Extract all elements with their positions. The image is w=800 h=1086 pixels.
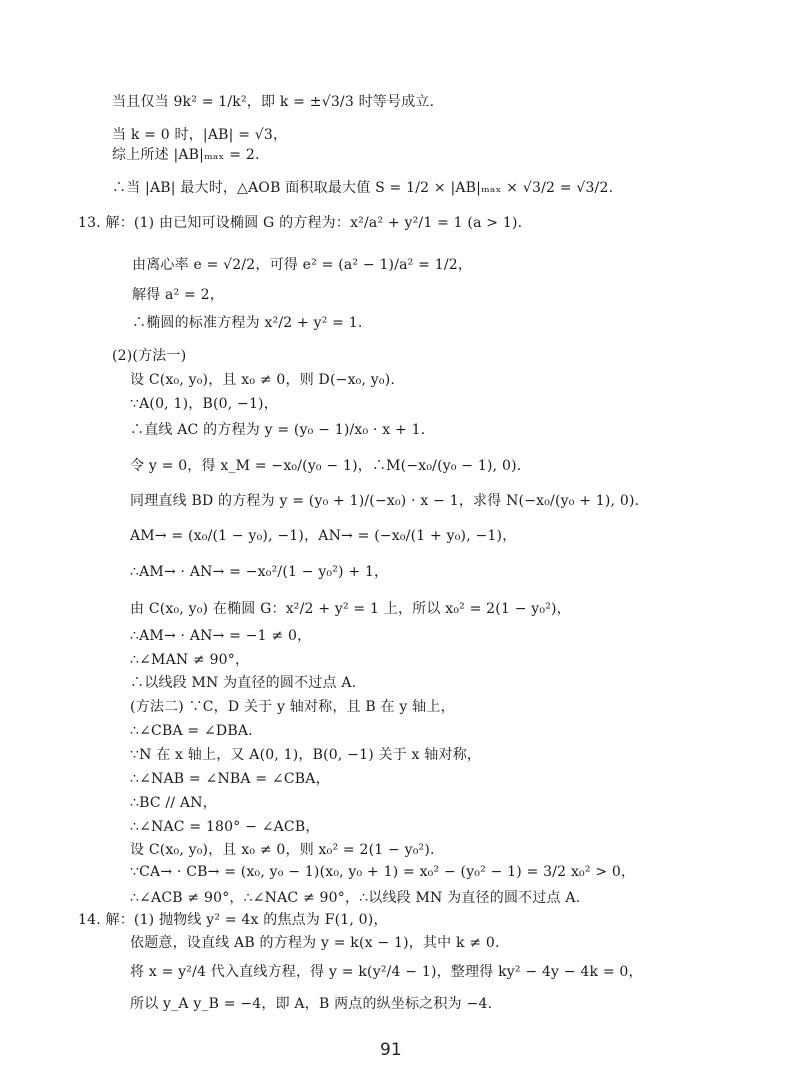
text-line: ∵CA→ · CB→ = (x₀, y₀ − 1)(x₀, y₀ + 1) = x₀² − (y₀² − 1) = 3/2 x₀² > 0，	[130, 864, 636, 880]
text-line: ∴当 |AB| 最大时，△AOB 面积取最大值 S = 1/2 × |AB|ₘₐₓ × √3/2 = √3/2.	[112, 180, 614, 196]
text-line: 13. 解：(1) 由已知可设椭圆 G 的方程为：x²/a² + y²/1 = 1 (a > 1).	[78, 215, 523, 231]
text-line: 设 C(x₀, y₀)，且 x₀ ≠ 0，则 x₀² = 2(1 − y₀²).	[130, 842, 435, 858]
text-line: ∴BC // AN，	[130, 795, 217, 811]
text-line: 所以 y_A y_B = −4，即 A，B 两点的纵坐标之积为 −4.	[130, 996, 493, 1012]
text-line: ∴∠ACB ≠ 90°，∴∠NAC ≠ 90°，∴以线段 MN 为直径的圆不过点 A.	[130, 890, 581, 906]
text-line: ∵A(0, 1)，B(0, −1)，	[130, 396, 278, 412]
text-line: (方法二) ∵C，D 关于 y 轴对称，且 B 在 y 轴上，	[130, 699, 455, 715]
text-line: ∴直线 AC 的方程为 y = (y₀ − 1)/x₀ · x + 1.	[130, 422, 426, 438]
text-line: 由 C(x₀, y₀) 在椭圆 G：x²/2 + y² = 1 上，所以 x₀² = 2(1 − y₀²)，	[130, 601, 571, 617]
text-line: ∴以线段 MN 为直径的圆不过点 A.	[130, 675, 357, 691]
text-line: ∴AM→ · AN→ = −1 ≠ 0，	[130, 628, 312, 644]
text-line: 同理直线 BD 的方程为 y = (y₀ + 1)/(−x₀) · x − 1，求得 N(−x₀/(y₀ + 1), 0).	[130, 493, 640, 509]
text-line: ∴∠CBA = ∠DBA.	[130, 723, 253, 739]
text-line: 综上所述 |AB|ₘₐₓ = 2.	[112, 147, 260, 163]
text-line: 解得 a² = 2，	[132, 287, 224, 303]
text-line: 14. 解：(1) 抛物线 y² = 4x 的焦点为 F(1, 0)，	[78, 912, 388, 928]
text-line: 将 x = y²/4 代入直线方程，得 y = k(y²/4 − 1)，整理得 ky² − 4y − 4k = 0，	[130, 964, 643, 980]
text-line: 设 C(x₀, y₀)，且 x₀ ≠ 0，则 D(−x₀, y₀).	[130, 372, 396, 388]
text-line: (2)(方法一)	[112, 348, 187, 364]
text-line: 当 k = 0 时，|AB| = √3，	[112, 127, 288, 143]
text-line: 依题意，设直线 AB 的方程为 y = k(x − 1)，其中 k ≠ 0.	[130, 935, 500, 951]
text-line: ∵N 在 x 轴上，又 A(0, 1)，B(0, −1) 关于 x 轴对称，	[130, 747, 482, 763]
text-line: 令 y = 0，得 x_M = −x₀/(y₀ − 1)，∴M(−x₀/(y₀ − 1), 0).	[130, 458, 522, 474]
text-line: ∴∠MAN ≠ 90°，	[130, 652, 250, 668]
text-line: ∴∠NAC = 180° − ∠ACB，	[130, 819, 320, 835]
page-number: 91	[380, 1040, 402, 1060]
text-line: 由离心率 e = √2/2，可得 e² = (a² − 1)/a² = 1/2，	[132, 257, 473, 273]
text-line: ∴AM→ · AN→ = −x₀²/(1 − y₀²) + 1，	[130, 564, 389, 580]
text-line: AM→ = (x₀/(1 − y₀), −1)，AN→ = (−x₀/(1 + y₀), −1)，	[130, 528, 517, 544]
text-line: ∴∠NAB = ∠NBA = ∠CBA，	[130, 771, 330, 787]
text-line: ∴椭圆的标准方程为 x²/2 + y² = 1.	[132, 315, 363, 331]
text-line: 当且仅当 9k² = 1/k²，即 k = ±√3/3 时等号成立.	[112, 94, 435, 110]
